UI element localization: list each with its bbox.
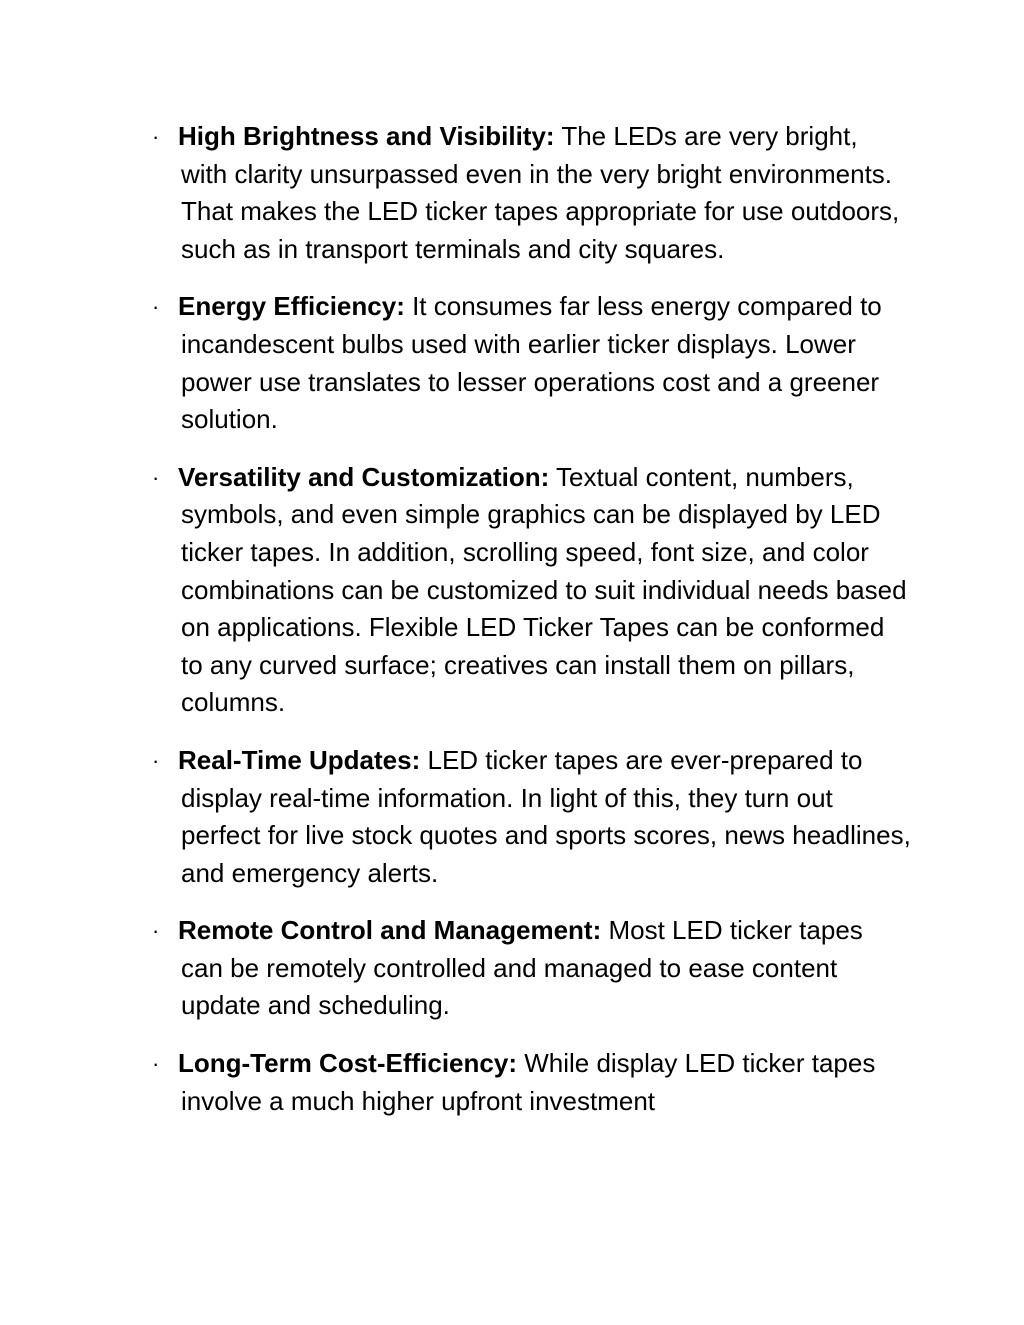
list-item (0, 118, 911, 268)
item-title: Versatility and Customization: (178, 461, 550, 492)
list-item (0, 742, 911, 892)
item-title: High Brightness and Visibility: (178, 121, 555, 151)
bullet-icon: · (152, 918, 160, 944)
bullet-icon: · (152, 747, 160, 773)
bullet-icon: · (152, 294, 160, 320)
list-item (0, 288, 911, 438)
item-title: Long-Term Cost-Efficiency: (178, 1048, 517, 1079)
item-text: It consumes far less energy compared to incandescent bulbs used with earlier ticker displays. Lower power use translates to lesser operations cost and a greener solution. (181, 291, 882, 435)
feature-bullet-list (0, 118, 1024, 1140)
item-title: Real-Time Updates: (178, 744, 421, 775)
list-item (0, 912, 911, 1025)
item-text: Most LED ticker tapes can be remotely controlled and managed to ease content update and scheduling. (181, 915, 863, 1021)
item-text: Textual content, numbers, symbols, and even simple graphics can be displayed by LED ticker tapes. In addition, scrolling speed, font size, and color combinations can be customized to suit individual needs based on applications. Flexible LED Ticker Tapes can be conformed to any curved surface; creatives can install them on pillars, columns. (181, 461, 907, 718)
bullet-icon: · (152, 1051, 160, 1077)
item-text: The LEDs are very bright, with clarity unsurpassed even in the very bright environments. That makes the LED ticker tapes appropriate for use outdoors, such as in transport terminals and city squares. (181, 121, 900, 264)
bullet-icon: · (152, 464, 160, 490)
item-title: Energy Efficiency: (178, 291, 405, 322)
item-text: While display LED ticker tapes involve a much higher upfront investment (181, 1048, 876, 1116)
item-title: Remote Control and Management: (178, 915, 602, 946)
bullet-icon: · (152, 124, 160, 149)
list-item (0, 459, 911, 722)
item-text: LED ticker tapes are ever-prepared to display real-time information. In light of this, they turn out perfect for live stock quotes and sports scores, news headlines, and emergency alerts. (181, 744, 911, 888)
list-item (0, 1045, 911, 1120)
